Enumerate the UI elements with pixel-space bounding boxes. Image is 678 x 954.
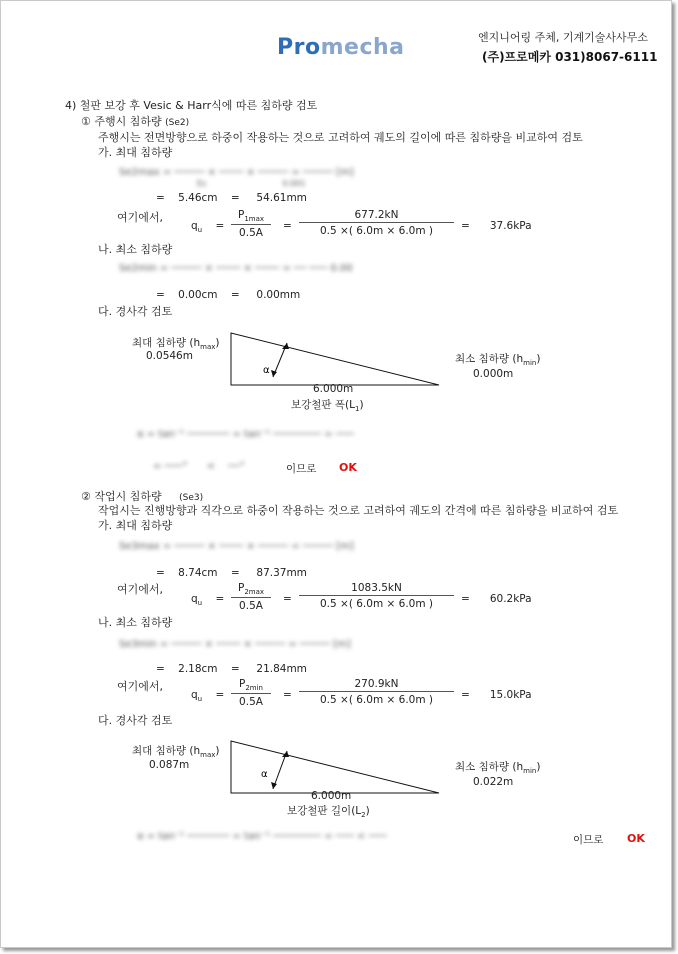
blurred-formula: α = tan⁻¹ ─────── = tan⁻¹ ──────── = ─── <box>137 429 354 440</box>
work-heading: ② 작업시 침하량 (Se3) <box>81 490 204 503</box>
load-over-area-fraction: $P_{1max}$ 0.5A <box>231 209 271 239</box>
diagram-min-value: 0.000m <box>473 368 514 380</box>
load-over-dims-fraction: $\frac{270.9kN}{0.5 \times( 6.0m \times 6.0m )}$ <box>299 678 454 706</box>
company-contact: (주)프로메카 031)8067-6111 <box>482 50 658 64</box>
blurred-formula: Se2max = ───── × ──── × ───── = ───── [m] <box>119 167 354 178</box>
travel-min-heading: 나. 최소 침하량 <box>98 243 173 256</box>
blurred-formula: Se3min = ───── × ──── × ───── = ───── [m] <box>119 639 351 650</box>
work-slope-heading: 다. 경사각 검토 <box>98 714 173 727</box>
qu-symbol: $q_u$ = <box>191 593 225 608</box>
qu-symbol: $q_u$ = <box>191 689 225 704</box>
qu-symbol: $q_u$ = <box>191 220 225 235</box>
work-conclusion: 이므로 <box>573 834 604 846</box>
equals-sign: = <box>283 593 292 605</box>
settlement-triangle-diagram <box>229 331 443 391</box>
travel-heading: ① 주행시 침하량 (Se2) <box>81 115 190 128</box>
diagram-min-label: 최소 침하량 $(h_{min})$ <box>455 353 541 368</box>
work-max-result: = 8.74cm = 87.37mm <box>156 567 307 579</box>
load-over-area-fraction: $P_{2max}$ 0.5A <box>231 582 271 612</box>
diagram-min-value: 0.022m <box>473 776 514 788</box>
diagram-max-value: 0.0546m <box>146 350 193 362</box>
blurred-formula: α = tan⁻¹ ─────── = tan⁻¹ ──────── = ─── < ─── <box>137 831 387 842</box>
work-where-label-1: 여기에서, <box>117 583 164 596</box>
travel-description: 주행시는 전면방향으로 하중이 작용하는 것으로 고려하여 궤도의 길이에 따른 침하량을 비교하여 검토 <box>98 131 583 144</box>
work-where-label-2: 여기에서, <box>117 680 164 693</box>
equals-sign: = 37.6kPa <box>461 220 532 232</box>
diagram-max-label: 최대 침하량 $(h_{max})$ <box>132 337 220 352</box>
load-over-dims-fraction: $\frac{677.2kN}{0.5 \times( 6.0m \times 6.0m )}$ <box>299 209 454 237</box>
equals-sign: = 15.0kPa <box>461 689 532 701</box>
travel-slope-heading: 다. 경사각 검토 <box>98 305 173 318</box>
work-min-result: = 2.18cm = 21.84mm <box>156 663 307 675</box>
travel-where-label: 여기에서, <box>117 211 164 224</box>
diagram-plate-label: 보강철판 길이$(L_2)$ <box>287 805 370 820</box>
diagram-max-value: 0.087m <box>149 759 190 771</box>
equals-sign: = <box>283 689 292 701</box>
blurred-formula: = ───° < ──° <box>153 461 245 472</box>
load-over-dims-fraction: $\frac{1083.5kN}{0.5 \times( 6.0m \times 6.0m )}$ <box>299 582 454 610</box>
travel-max-result: = 5.46cm = 54.61mm <box>156 192 307 204</box>
blurred-formula: Se3max = ───── × ──── × ───── = ───── [m] <box>119 541 354 552</box>
section-title: 4) 철판 보강 후 Vesic & Harr식에 따른 침하량 검토 <box>65 99 318 112</box>
travel-ok-status: OK <box>339 461 357 474</box>
blurred-formula: Es 0.001 <box>197 179 306 188</box>
work-ok-status: OK <box>627 832 645 845</box>
load-over-area-fraction: $P_{2min}$ 0.5A <box>231 678 271 708</box>
equals-sign: = <box>283 220 292 232</box>
travel-max-heading: 가. 최대 침하량 <box>98 146 173 159</box>
work-description: 작업시는 진행방향과 직각으로 하중이 작용하는 것으로 고려하여 궤도의 간격에 따른 침하량을 비교하여 검토 <box>98 504 619 517</box>
equals-sign: = 60.2kPa <box>461 593 532 605</box>
promecha-logo: Promecha <box>277 35 405 60</box>
diagram-max-label: 최대 침하량 $(h_{max})$ <box>132 745 220 760</box>
travel-conclusion: 이므로 <box>286 463 317 475</box>
alpha-symbol: α <box>261 769 268 780</box>
diagram-length: 6.000m <box>311 790 352 802</box>
diagram-plate-label: 보강철판 폭$(L_1)$ <box>291 399 364 414</box>
work-max-heading: 가. 최대 침하량 <box>98 519 173 532</box>
work-min-heading: 나. 최소 침하량 <box>98 616 173 629</box>
company-description: 엔지니어링 주체, 기계기술사사무소 <box>478 31 648 44</box>
travel-min-result: = 0.00cm = 0.00mm <box>156 289 301 301</box>
diagram-min-label: 최소 침하량 $(h_{min})$ <box>455 761 541 776</box>
diagram-length: 6.000m <box>313 383 354 395</box>
settlement-triangle-diagram <box>229 739 443 797</box>
blurred-formula: Se2min = ───── × ──── × ──── = ── ─── 0.00 <box>119 263 353 274</box>
alpha-symbol: α <box>263 365 270 376</box>
